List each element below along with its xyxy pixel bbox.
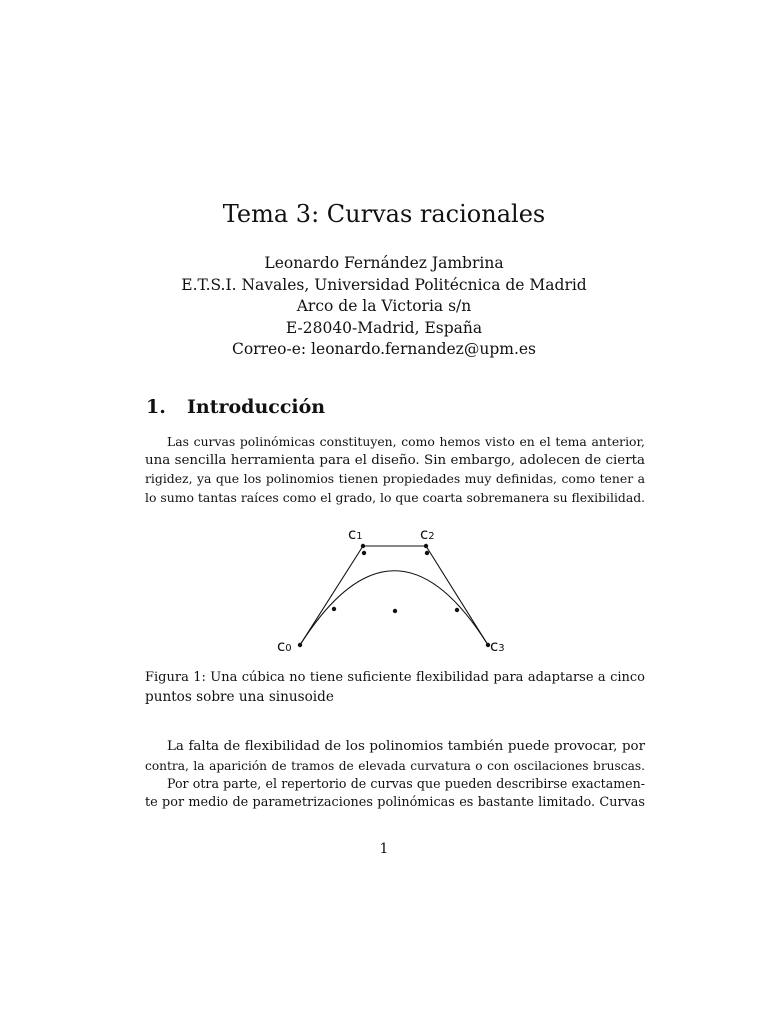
label-c3: c3: [490, 637, 505, 655]
paragraph-intro: [145, 433, 645, 508]
paragraph-line: lo sumo tantas raíces como el grado, lo que coarta sobremanera su flexibilidad.: [145, 490, 646, 506]
control-point-c2: [424, 544, 428, 548]
author-address: Arco de la Victoria s/n: [296, 297, 472, 315]
sample-point: [455, 608, 459, 612]
sample-point: [425, 551, 429, 555]
document-title: Tema 3: Curvas racionales: [222, 200, 546, 228]
caption-line: puntos sobre una sinusoide: [145, 688, 334, 705]
author-name: Leonardo Fernández Jambrina: [264, 254, 504, 272]
paragraph-line: Las curvas polinómicas constituyen, como hemos visto en el tema anterior,: [167, 434, 645, 449]
sample-point: [362, 551, 366, 555]
sample-point: [393, 609, 397, 613]
label-c2: c2: [420, 525, 435, 543]
paragraph-flexibility: [145, 738, 645, 813]
caption-line: Figura 1: Una cúbica no tiene suficiente flexibilidad para adaptarse a cinco: [145, 670, 645, 685]
section-title: Introducción: [187, 396, 326, 418]
figure-bezier-curve: [270, 522, 510, 656]
author-affiliation: E.T.S.I. Navales, Universidad Politécnica de Madrid: [181, 275, 587, 294]
label-c1: c1: [348, 525, 363, 543]
label-c0: c0: [277, 637, 292, 655]
sample-point: [332, 607, 336, 611]
paragraph-line: contra, la aparición de tramos de elevada curvatura o con oscilaciones bruscas.: [145, 758, 645, 773]
author-block: [0, 253, 768, 361]
paragraph-line: La falta de flexibilidad de los polinomios también puede provocar, por: [167, 739, 645, 754]
paragraph-line: rigidez, ya que los polinomios tienen propiedades muy definidas, como tener a: [145, 471, 645, 487]
author-city: E-28040-Madrid, España: [285, 318, 483, 337]
section-heading: [146, 396, 325, 418]
paragraph-line: Por otra parte, el repertorio de curvas que pueden describirse exactamen-: [167, 776, 645, 792]
author-email: Correo-e: leonardo.fernandez@upm.es: [231, 340, 537, 358]
page-number: 1: [379, 841, 389, 857]
cubic-curve: [300, 571, 488, 645]
paragraph-line: una sencilla herramienta para el diseño. Sin embargo, adolecen de cierta: [145, 452, 645, 468]
bezier-diagram: [270, 522, 510, 656]
figure-caption: [145, 669, 645, 706]
control-point-c0: [298, 643, 302, 647]
control-point-c1: [361, 544, 365, 548]
section-number: 1.: [146, 396, 166, 418]
paragraph-line: te por medio de parametrizaciones polinómicas es bastante limitado. Curvas: [145, 795, 645, 811]
control-polygon: [300, 546, 488, 645]
